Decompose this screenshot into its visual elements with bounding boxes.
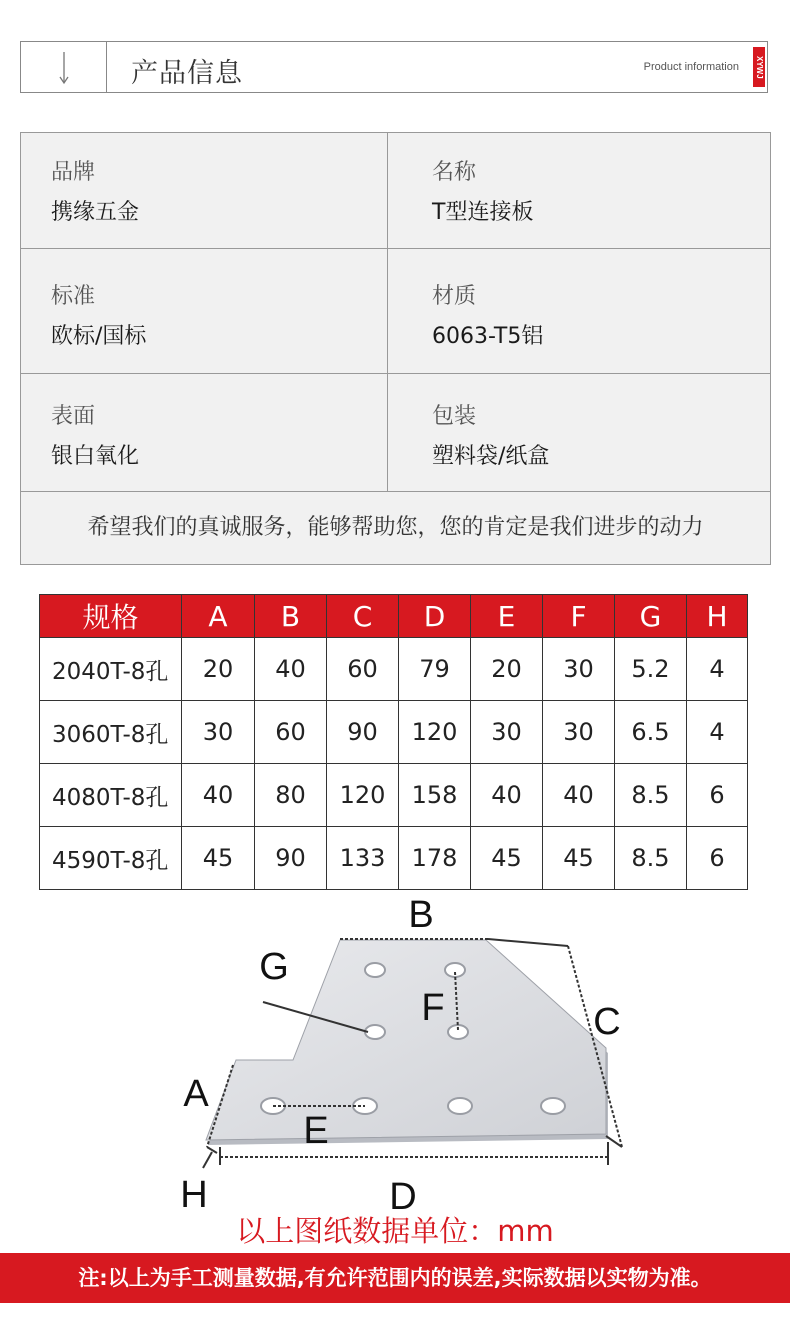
spec-cell: 45 — [182, 827, 255, 890]
spec-cell: 120 — [399, 701, 471, 764]
info-label: 表面 — [51, 404, 96, 429]
spec-cell: 40 — [255, 638, 327, 701]
spec-cell: 30 — [182, 701, 255, 764]
spec-header-cell: 规格 — [40, 595, 182, 638]
info-row — [21, 249, 770, 374]
table-row — [40, 638, 748, 701]
spec-cell: 45 — [543, 827, 615, 890]
spec-cell: 90 — [255, 827, 327, 890]
leader-h — [203, 1152, 212, 1168]
hole — [541, 1098, 565, 1114]
label-h: H — [180, 1174, 208, 1216]
table-row — [40, 764, 748, 827]
hole — [448, 1098, 472, 1114]
label-d: D — [389, 1176, 417, 1218]
table-row — [40, 827, 748, 890]
info-cell-surface — [21, 374, 388, 491]
spec-cell: 5.2 — [615, 638, 687, 701]
spec-header-cell: F — [543, 595, 615, 638]
info-cell-name — [388, 133, 770, 248]
info-value: 携缘五金 — [51, 200, 140, 225]
label-c: C — [593, 1001, 621, 1043]
spec-header-cell: B — [255, 595, 327, 638]
spec-cell: 45 — [471, 827, 543, 890]
arrow-down-icon-box — [21, 42, 107, 92]
spec-model: 4080T-8孔 — [40, 764, 182, 827]
spec-model: 4590T-8孔 — [40, 827, 182, 890]
spec-cell: 79 — [399, 638, 471, 701]
label-e: E — [303, 1110, 329, 1152]
spec-cell: 8.5 — [615, 764, 687, 827]
spec-cell: 40 — [471, 764, 543, 827]
section-subtitle: Product information — [643, 61, 739, 73]
spec-header-cell: E — [471, 595, 543, 638]
section-header — [20, 41, 768, 93]
spec-cell: 90 — [327, 701, 399, 764]
spec-cell: 30 — [543, 701, 615, 764]
slogan: 希望我们的真诚服务，能够帮助您，您的肯定是我们进步的动力 — [87, 515, 704, 540]
info-cell-material — [388, 249, 770, 373]
spec-cell: 4 — [687, 638, 748, 701]
spec-cell: 6.5 — [615, 701, 687, 764]
spec-cell: 30 — [543, 638, 615, 701]
spec-cell: 60 — [327, 638, 399, 701]
spec-cell: 30 — [471, 701, 543, 764]
spec-cell: 40 — [543, 764, 615, 827]
spec-cell: 6 — [687, 827, 748, 890]
info-label: 品牌 — [51, 160, 96, 185]
spec-header-cell: G — [615, 595, 687, 638]
label-g: G — [259, 946, 289, 988]
spec-header-cell: C — [327, 595, 399, 638]
info-value: 6063-T5铝 — [432, 324, 544, 349]
t-plate-diagram — [170, 895, 640, 1225]
spec-cell: 8.5 — [615, 827, 687, 890]
product-info-table — [20, 132, 771, 565]
info-label: 标准 — [51, 284, 96, 309]
hole — [365, 963, 385, 977]
spec-cell: 133 — [327, 827, 399, 890]
spec-header-cell: D — [399, 595, 471, 638]
section-title: 产品信息 — [131, 58, 243, 89]
info-cell-standard — [21, 249, 388, 373]
spec-header-cell: A — [182, 595, 255, 638]
spec-cell: 20 — [471, 638, 543, 701]
spec-cell: 20 — [182, 638, 255, 701]
info-value: 欧标/国标 — [51, 324, 147, 349]
label-a: A — [183, 1073, 209, 1115]
label-f: F — [421, 987, 445, 1029]
spec-model: 3060T-8孔 — [40, 701, 182, 764]
info-value: 塑料袋/纸盒 — [432, 444, 550, 469]
info-row — [21, 374, 770, 492]
brand-badge: XYWJ — [753, 47, 765, 87]
label-b: B — [408, 895, 434, 936]
info-label: 材质 — [432, 284, 477, 309]
measurement-note: 注:以上为手工测量数据,有允许范围内的误差,实际数据以实物为准。 — [0, 1253, 790, 1303]
table-row — [40, 701, 748, 764]
spec-cell: 60 — [255, 701, 327, 764]
info-value: 银白氧化 — [51, 444, 140, 469]
unit-caption: 以上图纸数据单位：mm — [236, 1214, 554, 1248]
spec-cell: 4 — [687, 701, 748, 764]
spec-cell: 120 — [327, 764, 399, 827]
info-label: 包装 — [432, 404, 477, 429]
info-cell-packaging — [388, 374, 770, 491]
spec-header-row — [40, 595, 748, 638]
spec-header-cell: H — [687, 595, 748, 638]
spec-cell: 158 — [399, 764, 471, 827]
spec-cell: 40 — [182, 764, 255, 827]
info-value: T型连接板 — [432, 200, 534, 225]
spec-model: 2040T-8孔 — [40, 638, 182, 701]
spec-table — [39, 594, 748, 890]
info-cell-brand — [21, 133, 388, 248]
info-row — [21, 133, 770, 249]
spec-cell: 6 — [687, 764, 748, 827]
info-label: 名称 — [432, 160, 477, 185]
spec-cell: 80 — [255, 764, 327, 827]
arrow-down-icon — [57, 50, 71, 86]
spec-cell: 178 — [399, 827, 471, 890]
